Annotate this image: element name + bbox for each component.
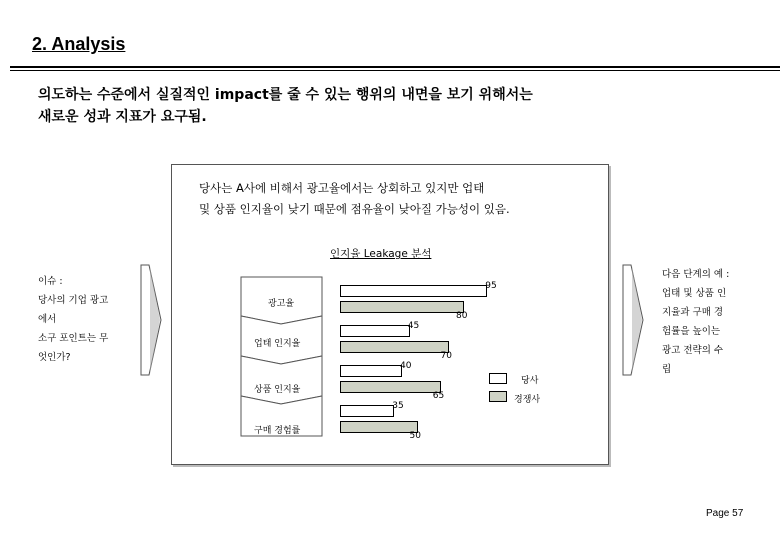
headline-line-1: 의도하는 수준에서 실질적인 impact를 줄 수 있는 행위의 내면을 보기 위해서는 [38,87,533,103]
page-title: 2. Analysis [32,34,126,54]
next-step-line: 험률을 높이는 [662,326,721,337]
category-label: 상품 인지율 [254,385,301,395]
bar-value-label: 65 [432,391,445,401]
issue-note-line: 소구 포인트는 무 [38,333,109,344]
bar-value-label: 50 [409,431,421,441]
next-step-line: 립 [662,364,672,375]
bar-own [340,285,487,297]
issue-note-line: 에서 [38,314,57,325]
category-label: 구매 경험률 [254,426,301,436]
bar-value-label: 40 [400,361,412,371]
bar-own [340,405,394,417]
chart-subtitle: 인지율 Leakage 분석 [330,248,432,260]
category-label: 광고율 [268,299,295,309]
page-number: Page 57 [706,508,744,519]
next-step-line: 업태 및 상품 인 [662,288,727,299]
bar-value-label: 95 [485,281,497,291]
legend-label-competitor: 경쟁사 [514,395,541,405]
issue-note-line: 엇인가? [38,352,71,363]
next-step-line: 광고 전략의 수 [662,345,724,356]
bar-competitor [340,301,464,313]
bar-value-label: 35 [392,401,404,411]
panel-intro-line-2: 및 상품 인지율이 낮기 때문에 점유율이 낮아질 가능성이 있음. [199,202,510,216]
bar-competitor [340,421,418,433]
bar-value-label: 80 [456,311,468,321]
bar-value-label: 45 [407,321,420,331]
bar-own [340,365,402,377]
headline-line-2: 새로운 성과 지표가 요구됨. [38,109,207,125]
legend-swatch-competitor [489,391,507,402]
next-step-line: 다음 단계의 예 : [662,269,730,280]
bar-own [340,325,410,337]
legend-label-own: 당사 [521,376,539,386]
bar-competitor [340,341,449,353]
issue-note-line: 당사의 기업 광고 [38,295,109,306]
panel-intro-line-1: 당사는 A사에 비해서 광고율에서는 상회하고 있지만 업태 [199,181,485,195]
legend-swatch-own [489,373,507,384]
category-label: 업태 인지율 [254,339,301,349]
bar-value-label: 70 [440,351,452,361]
next-step-line: 지율과 구매 경 [662,307,724,318]
bar-competitor [340,381,441,393]
issue-note-line: 이슈 : [38,276,63,287]
